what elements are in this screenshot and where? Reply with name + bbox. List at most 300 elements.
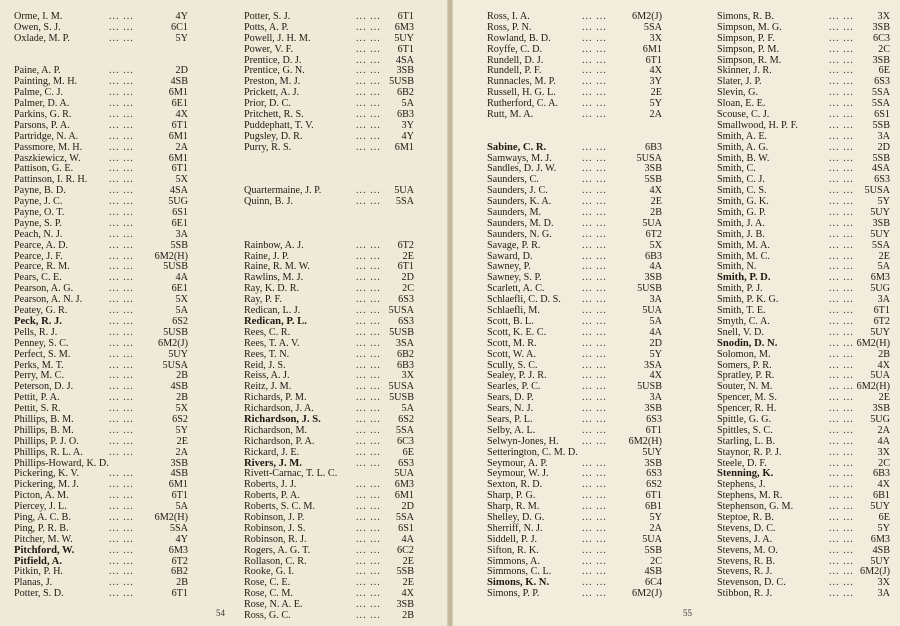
entry-name: Snell, V. D. [717,326,764,338]
leader-dots: ... ... [582,544,607,556]
entry-name: Payne, J. C. [14,196,63,208]
index-entry [14,241,188,252]
entry-code: 2B [402,609,414,621]
index-entry [717,437,890,448]
index-entry [244,611,414,622]
entry-code: 3SB [644,457,662,469]
index-entry [14,546,188,557]
entry-name: Quartermaine, J. P. [244,185,322,197]
entry-name: Roberts, P. A. [244,490,300,502]
entry-code: 6T1 [171,490,188,502]
entry-name: Simpson, P. F. [717,32,775,44]
leader-dots: ... ... [829,283,854,295]
entry-code: 5UY [870,207,890,219]
entry-name: Pearson, A. G. [14,283,74,295]
leader-dots: ... ... [356,185,381,197]
leader-dots: ... ... [829,185,854,197]
leader-dots: ... ... [109,294,134,306]
entry-code: 3X [877,577,890,589]
entry-name: Schlaefli, C. D. S. [487,294,561,306]
entry-code: 3X [877,11,890,22]
entry-name: Scarlett, A. C. [487,283,545,295]
entry-name: Pears, C. E. [14,272,62,284]
entry-name: Sloan, E. E. [717,98,766,110]
entry-code: 6M2(H) [628,435,662,447]
leader-dots: ... ... [109,533,134,545]
entry-code: 5SA [871,239,890,251]
entry-name: Scouse, C. J. [717,109,770,121]
index-entry [244,535,414,546]
leader-dots: ... ... [829,87,854,99]
entry-name: Pearce, J. F. [14,250,63,262]
entry-name: Oxlade, M. P. [14,32,70,44]
leader-dots: ... ... [356,479,381,491]
entry-code: 4SA [395,54,414,66]
leader-dots: ... ... [829,109,854,121]
page-left [0,0,449,626]
entry-code: 6T1 [645,424,662,436]
entry-code: 2D [175,65,188,77]
leader-dots: ... ... [582,337,607,349]
leader-dots: ... ... [356,446,381,458]
entry-name: Prentice, D. J. [244,54,302,66]
entry-code: 3X [649,32,662,44]
entry-name: Spittle, G. G. [717,413,772,425]
entry-code: 5SA [871,98,890,110]
entry-name: Parsons, P. A. [14,119,70,131]
entry-name: Smyth, C. A. [717,315,770,327]
leader-dots: ... ... [829,544,854,556]
entry-name: Schlaefli, M. [487,305,540,317]
entry-name: Roberts, J. J. [244,479,297,491]
leader-dots: ... ... [829,250,854,262]
entry-code: 5Y [649,511,662,523]
entry-name: Spencer, R. H. [717,403,777,415]
leader-dots: ... ... [582,163,607,175]
entry-name: Stephens, M. R. [717,490,783,502]
entry-code: 6S2 [646,479,662,491]
entry-code: 5USA [388,381,414,393]
entry-name: Peterson, D. J. [14,381,74,393]
leader-dots: ... ... [109,65,134,77]
entry-code: 5UG [168,196,188,208]
entry-name: Sifton, R. K. [487,544,539,556]
entry-name: Payne, O. T. [14,207,65,219]
index-entry [244,241,414,252]
leader-dots: ... ... [109,163,134,175]
leader-dots: ... ... [582,403,607,415]
entry-code: 5UY [870,501,890,513]
index-entry [244,350,414,361]
leader-dots: ... ... [829,511,854,523]
entry-name: Steele, D. F. [717,457,767,469]
entry-code: 6M1 [394,141,414,153]
entry-code: 5Y [877,522,890,534]
entry-name: Saunders, M. D. [487,217,554,229]
leader-dots: ... ... [829,32,854,44]
entry-name: Somers, P. R. [717,359,772,371]
entry-code: 4SB [170,468,188,480]
leader-dots: ... ... [356,65,381,77]
leader-dots: ... ... [582,152,607,164]
page-number: 54 [216,608,225,618]
entry-name: Richardson, M. [244,424,308,436]
leader-dots: ... ... [356,196,381,208]
leader-dots: ... ... [109,109,134,121]
entry-name: Scott, B. L. [487,315,534,327]
entry-name: Redican, P. L. [244,315,307,327]
leader-dots: ... ... [582,315,607,327]
entry-code: 5UY [870,326,890,338]
entry-name: Perry, M. C. [14,370,64,382]
leader-dots: ... ... [109,359,134,371]
entry-name: Rivers, J. M. [244,457,302,469]
leader-dots: ... ... [582,413,607,425]
entry-name: Pitcher, M. W. [14,533,73,545]
entry-name: Perks, M. T. [14,359,64,371]
entry-code: 5SB [872,152,890,164]
entry-code: 2E [176,435,188,447]
entry-name: Siddell, P. J. [487,533,538,545]
entry-code: 5UY [642,446,662,458]
entry-name: Saunders, C. [487,174,539,186]
entry-name: Piercey, J. L. [14,501,67,513]
entry-code: 2B [176,577,188,589]
leader-dots: ... ... [582,196,607,208]
leader-dots: ... ... [582,305,607,317]
entry-code: 4X [877,479,890,491]
leader-dots: ... ... [829,163,854,175]
entry-code: 5UY [168,348,188,360]
leader-dots: ... ... [109,207,134,219]
leader-dots: ... ... [109,479,134,491]
entry-code: 6E1 [171,283,188,295]
entry-name: Stevens, R. J. [717,566,773,578]
entry-name: Solomon, M. [717,348,771,360]
entry-code: 6E [878,511,890,523]
page-number: 55 [683,608,692,618]
entry-code: 4X [649,370,662,382]
leader-dots: ... ... [109,239,134,251]
index-entry [487,437,662,448]
entry-name: Redican, L. J. [244,305,301,317]
entry-name: Painting, M. H. [14,76,78,88]
entry-code: 3Y [401,119,414,131]
leader-dots: ... ... [829,152,854,164]
entry-code: 3SA [395,337,414,349]
entry-code: 5X [175,174,188,186]
leader-dots: ... ... [829,577,854,589]
entry-code: 4SB [170,381,188,393]
entry-name: Prentice, G. N. [244,65,305,77]
leader-dots: ... ... [582,424,607,436]
entry-code: 6C1 [171,21,188,33]
entry-code: 6M2(J) [158,337,188,349]
leader-dots: ... ... [356,370,381,382]
entry-code: 5X [649,239,662,251]
leader-dots: ... ... [829,446,854,458]
entry-code: 3SB [644,403,662,415]
entry-name: Pettit, S. R. [14,403,61,415]
entry-code: 4A [175,272,188,284]
entry-name: Ping, P. R. B. [14,522,69,534]
entry-code: 5SA [395,196,414,208]
entry-code: 6C3 [873,32,890,44]
entry-name: Smith, B. W. [717,152,770,164]
leader-dots: ... ... [582,577,607,589]
leader-dots: ... ... [356,501,381,513]
entry-name: Stephenson, G. M. [717,501,794,513]
leader-dots: ... ... [829,196,854,208]
entry-name: Perfect, S. M. [14,348,71,360]
entry-name: Stevens, J. A. [717,533,773,545]
entry-name: Rogers, A. G. T. [244,544,311,556]
entry-code: 5USA [864,185,890,197]
leader-dots: ... ... [109,522,134,534]
entry-code: 6C3 [397,435,414,447]
index-entry [244,45,414,56]
entry-code: 6B3 [873,468,890,480]
leader-dots: ... ... [356,141,381,153]
leader-dots: ... ... [356,54,381,66]
entry-name: Smith, M. A. [717,239,770,251]
entry-code: 6C4 [645,577,662,589]
entry-code: 6M3 [394,479,414,491]
leader-dots: ... ... [582,479,607,491]
leader-dots: ... ... [356,566,381,578]
leader-dots: ... ... [109,228,134,240]
entry-code: 2D [401,501,414,513]
leader-dots: ... ... [582,348,607,360]
leader-dots: ... ... [109,424,134,436]
entry-code: 2D [649,337,662,349]
entry-code: 5USA [388,305,414,317]
leader-dots: ... ... [109,392,134,404]
leader-dots: ... ... [109,588,134,600]
leader-dots: ... ... [109,413,134,425]
entry-name: Pearce, A. D. [14,239,69,251]
index-entry [244,197,414,208]
entry-name: Sharp, P. G. [487,490,536,502]
entry-code: 5USB [163,261,188,273]
leader-dots: ... ... [582,87,607,99]
blank-line [487,121,662,132]
leader-dots: ... ... [109,446,134,458]
entry-name: Smith, M. C. [717,250,770,262]
entry-name: Ross, P. N. [487,21,532,33]
leader-dots: ... ... [582,207,607,219]
index-entry [487,45,662,56]
entry-code: 3SB [396,599,414,611]
entry-name: Sawney, P. [487,261,531,273]
entry-name: Saward, D. [487,250,533,262]
entry-code: 6M3 [394,21,414,33]
entry-code: 6M1 [168,479,188,491]
entry-code: 6T1 [397,11,414,22]
leader-dots: ... ... [829,555,854,567]
entry-code: 6T2 [397,239,414,251]
entry-code: 2E [402,250,414,262]
index-column [244,12,414,622]
entry-code: 2A [175,446,188,458]
entry-code: 2B [176,370,188,382]
leader-dots: ... ... [356,599,381,611]
entry-code: 6T1 [873,305,890,317]
entry-code: 3SB [872,21,890,33]
leader-dots: ... ... [356,457,381,469]
entry-name: Simpson, R. M. [717,54,782,66]
leader-dots: ... ... [109,152,134,164]
leader-dots: ... ... [109,435,134,447]
leader-dots: ... ... [109,348,134,360]
entry-name: Passmore, M. H. [14,141,83,153]
entry-code: 4X [401,588,414,600]
leader-dots: ... ... [356,522,381,534]
leader-dots: ... ... [829,381,854,393]
entry-code: 6S1 [398,522,414,534]
leader-dots: ... ... [829,239,854,251]
entry-name: Rowland, B. D. [487,32,551,44]
leader-dots: ... ... [356,76,381,88]
leader-dots: ... ... [829,424,854,436]
entry-code: 6B2 [397,87,414,99]
entry-name: Payne, B. D. [14,185,66,197]
leader-dots: ... ... [829,76,854,88]
leader-dots: ... ... [109,250,134,262]
blank-line [244,164,414,175]
entry-code: 2E [650,196,662,208]
entry-code: 6E1 [171,217,188,229]
blank-line [244,219,414,230]
entry-name: Rivett-Carnac, T. L. C. [244,468,338,480]
entry-name: Roberts, S. C. M. [244,501,316,513]
entry-code: 5A [175,501,188,513]
leader-dots: ... ... [109,196,134,208]
entry-name: Scott, K. E. C. [487,326,547,338]
entry-name: Selby, A. L. [487,424,536,436]
index-entry [14,535,188,546]
entry-name: Saunders, N. G. [487,228,552,240]
entry-name: Simons, R. B. [717,11,774,22]
entry-name: Smith, C. S. [717,185,767,197]
index-entry [717,45,890,56]
index-entry [717,448,890,459]
leader-dots: ... ... [829,413,854,425]
entry-name: Staynor, R. P. J. [717,446,782,458]
entry-name: Powell, J. H. M. [244,32,311,44]
leader-dots: ... ... [582,588,607,600]
entry-name: Starling, L. B. [717,435,776,447]
leader-dots: ... ... [829,468,854,480]
leader-dots: ... ... [582,370,607,382]
entry-code: 3A [877,130,890,142]
entry-code: 5UA [642,533,662,545]
leader-dots: ... ... [356,588,381,600]
entry-code: 6T2 [873,315,890,327]
leader-dots: ... ... [582,490,607,502]
entry-name: Royffe, C. D. [487,43,542,55]
entry-code: 2E [878,392,890,404]
leader-dots: ... ... [829,522,854,534]
leader-dots: ... ... [829,435,854,447]
entry-name: Ross, I. A. [487,11,530,22]
leader-dots: ... ... [109,32,134,44]
entry-code: 5USA [162,359,188,371]
entry-code: 3SB [644,163,662,175]
entry-code: 5A [175,305,188,317]
entry-name: Rees, T. N. [244,348,290,360]
entry-code: 5SA [871,87,890,99]
leader-dots: ... ... [829,119,854,131]
entry-name: Runnacles, M. P. [487,76,556,88]
entry-name: Stevens, M. O. [717,544,778,556]
leader-dots: ... ... [109,555,134,567]
leader-dots: ... ... [829,479,854,491]
leader-dots: ... ... [356,337,381,349]
entry-name: Stenning, K. [717,468,774,480]
entry-code: 5A [401,98,414,110]
entry-code: 4A [649,261,662,273]
entry-code: 6S3 [398,457,414,469]
entry-name: Paszkiewicz, W. [14,152,81,164]
entry-code: 5Y [649,348,662,360]
index-entry [487,350,662,361]
entry-code: 2E [402,555,414,567]
entry-name: Rainbow, A. J. [244,239,304,251]
entry-name: Owen, S. J. [14,21,61,33]
entry-name: Richardson, J. A. [244,403,314,415]
leader-dots: ... ... [109,11,134,22]
entry-code: 2E [878,250,890,262]
leader-dots: ... ... [109,261,134,273]
entry-code: 6T2 [171,555,188,567]
index-entry [717,143,890,154]
index-entry [487,339,662,350]
entry-name: Paine, A. P. [14,65,61,77]
entry-name: Shelley, D. G. [487,511,545,523]
leader-dots: ... ... [582,76,607,88]
entry-name: Potter, S. J. [244,11,291,22]
leader-dots: ... ... [109,326,134,338]
entry-name: Smith, A. G. [717,141,769,153]
entry-code: 2B [878,348,890,360]
entry-name: Richardson, J. S. [244,413,321,425]
entry-code: 4Y [175,533,188,545]
entry-code: 6B3 [397,359,414,371]
leader-dots: ... ... [582,43,607,55]
entry-code: 5UY [394,32,414,44]
entry-code: 3A [877,588,890,600]
entry-name: Pitfield, A. [14,555,62,567]
leader-dots: ... ... [356,403,381,415]
leader-dots: ... ... [829,533,854,545]
entry-code: 5UY [870,555,890,567]
entry-code: 4SB [644,566,662,578]
entry-name: Sandles, D. J. W. [487,163,557,175]
entry-code: 5UA [642,305,662,317]
entry-code: 5X [175,403,188,415]
entry-code: 2E [402,577,414,589]
entry-name: Penney, S. C. [14,337,69,349]
index-entry [487,110,662,121]
entry-name: Phillips-Howard, K. D. [14,457,109,469]
entry-name: Spittles, S. C. [717,424,773,436]
entry-name: Rollason, C. R. [244,555,307,567]
entry-name: Simpson, P. M. [717,43,779,55]
leader-dots: ... ... [582,435,607,447]
entry-name: Sealey, P. J. R. [487,370,547,382]
entry-name: Phillips, B. M. [14,424,74,436]
